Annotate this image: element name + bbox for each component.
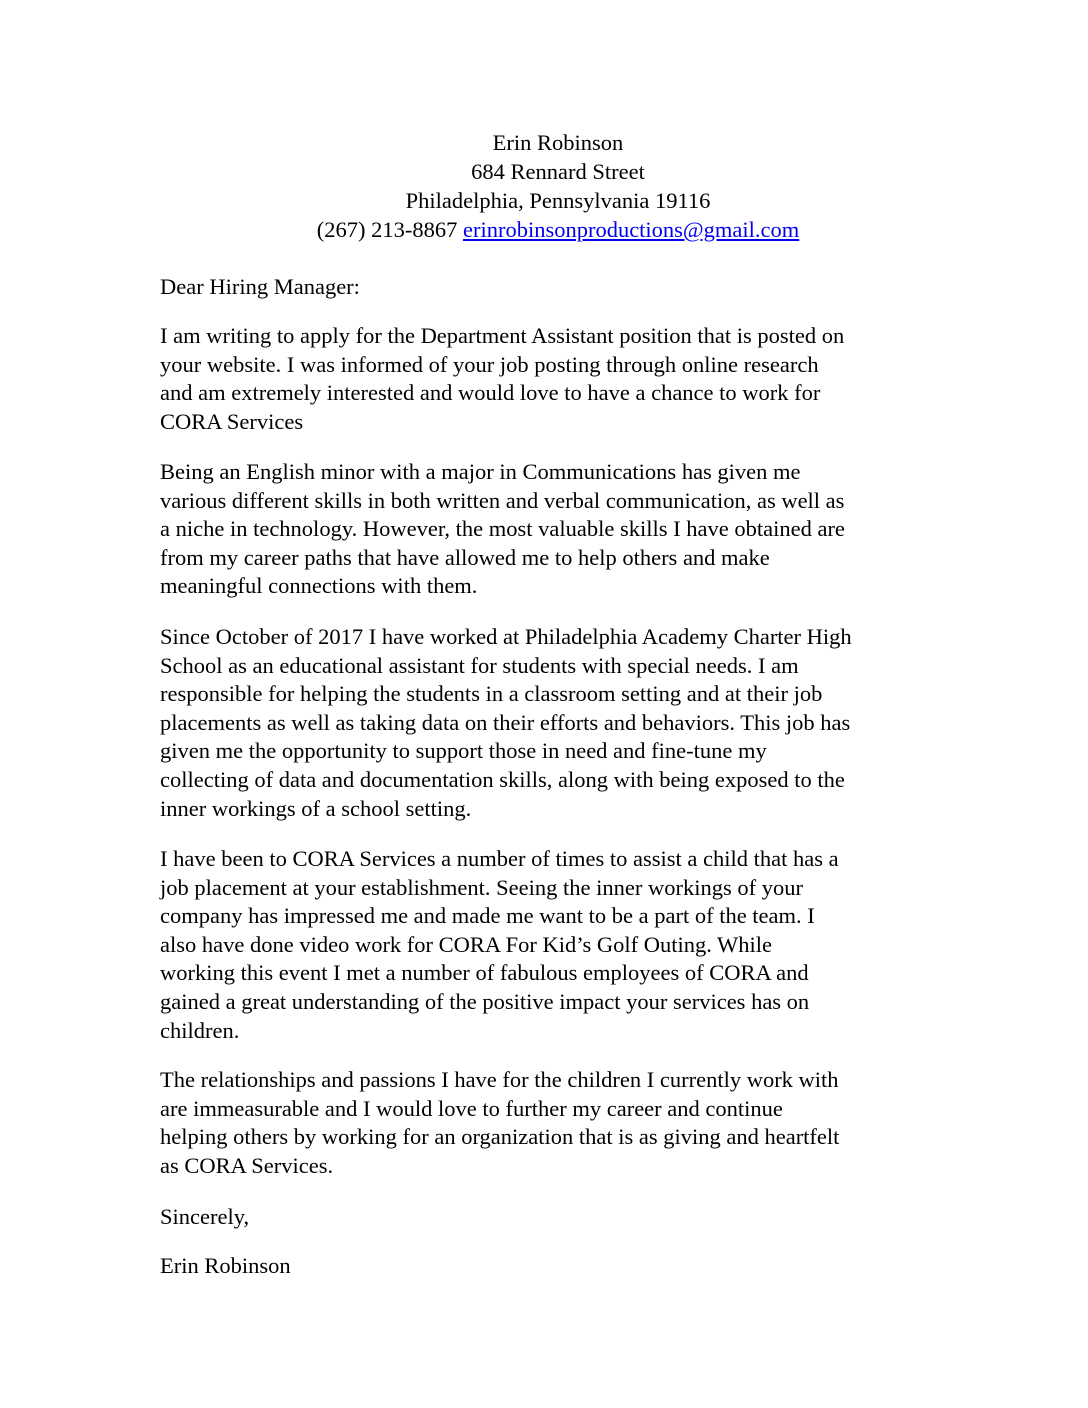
paragraph-line: your website. I was informed of your job posting through online research [160, 351, 819, 377]
paragraph-line: meaningful connections with them. [160, 573, 478, 599]
paragraph-line: CORA Services [160, 408, 304, 434]
paragraph-line: job placement at your establishment. Seeing the inner workings of your [160, 874, 803, 900]
paragraph-line: I am writing to apply for the Department Assistant position that is posted on [160, 323, 845, 348]
signature-name: Erin Robinson [160, 1253, 291, 1278]
paragraph-line: helping others by working for an organization that is as giving and heartfelt [160, 1124, 840, 1150]
paragraph-line: School as an educational assistant for students with special needs. I am [160, 652, 799, 678]
paragraph-line: gained a great understanding of the positive impact your services has on [160, 988, 810, 1014]
closing-text: Sincerely, [160, 1204, 250, 1229]
sender-name: Erin Robinson [492, 130, 624, 155]
paragraph-line: as CORA Services. [160, 1152, 334, 1178]
closing [160, 1203, 960, 1232]
paragraph-line: Being an English minor with a major in Communications has given me [160, 459, 801, 484]
sender-header [0, 128, 1088, 244]
paragraph-line: a niche in technology. However, the most valuable skills I have obtained are [160, 516, 845, 542]
paragraph-line: placements as well as taking data on their efforts and behaviors. This job has [160, 709, 851, 735]
paragraph-line: collecting of data and documentation skills, along with being exposed to the [160, 766, 845, 792]
paragraph-experience [160, 623, 960, 823]
paragraph-cora-connection [160, 845, 960, 1045]
paragraph-line: from my career paths that have allowed me to help others and make [160, 544, 770, 570]
paragraph-line: I have been to CORA Services a number of times to assist a child that has a [160, 846, 839, 871]
signature [160, 1252, 960, 1281]
salutation-text: Dear Hiring Manager: [160, 274, 360, 299]
sender-city-state-zip: Philadelphia, Pennsylvania 19116 [405, 188, 711, 213]
paragraph-intro [160, 322, 960, 436]
paragraph-line: are immeasurable and I would love to further my career and continue [160, 1095, 783, 1121]
paragraph-line: given me the opportunity to support those in need and fine-tune my [160, 738, 767, 764]
paragraph-line: also have done video work for CORA For Kid’s Golf Outing. While [160, 931, 773, 957]
paragraph-line: various different skills in both written and verbal communication, as well as [160, 487, 845, 513]
paragraph-line: inner workings of a school setting. [160, 795, 472, 821]
paragraph-line: children. [160, 1017, 240, 1043]
sender-contact-line [0, 215, 1088, 244]
sender-street: 684 Rennard Street [471, 159, 645, 184]
paragraph-line: responsible for helping the students in a classroom setting and at their job [160, 681, 823, 707]
paragraph-line: Since October of 2017 I have worked at Philadelphia Academy Charter High [160, 624, 852, 649]
sender-phone: (267) 213-8867 [316, 217, 458, 242]
sender-email-link[interactable]: erinrobinsonproductions@gmail.com [462, 217, 800, 242]
paragraph-conclusion [160, 1066, 960, 1180]
paragraph-line: company has impressed me and made me want to be a part of the team. I [160, 903, 815, 929]
paragraph-education [160, 458, 960, 601]
paragraph-line: and am extremely interested and would love to have a chance to work for [160, 380, 821, 406]
paragraph-line: working this event I met a number of fabulous employees of CORA and [160, 960, 809, 986]
salutation [160, 273, 960, 302]
paragraph-line: The relationships and passions I have for the children I currently work with [160, 1067, 839, 1092]
